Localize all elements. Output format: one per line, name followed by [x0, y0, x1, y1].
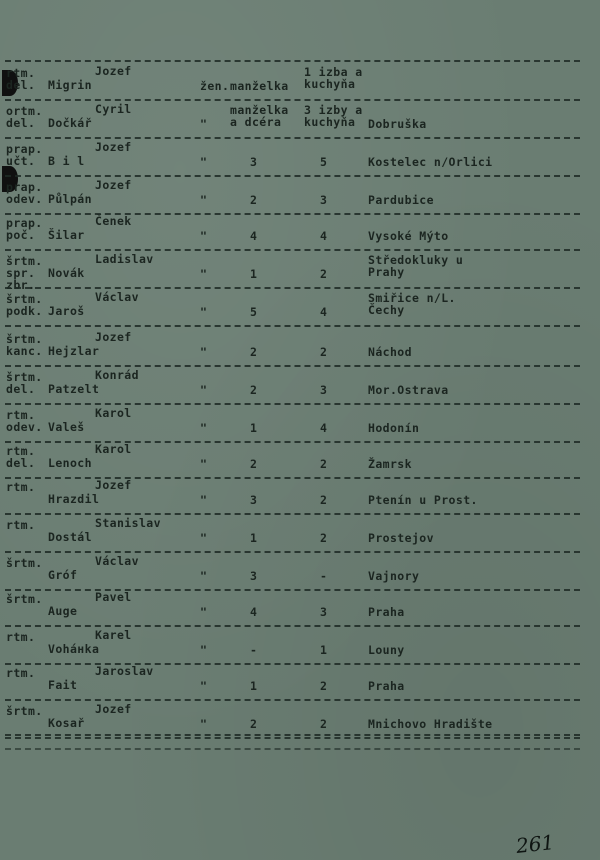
place-cell: Hodonín — [368, 421, 420, 435]
family-cell: 3 — [250, 155, 258, 169]
given-name-cell: Pavel — [95, 590, 132, 604]
given-name-cell: Jozef — [95, 140, 132, 154]
table-row — [0, 588, 600, 625]
given-name-cell: Václav — [95, 290, 139, 304]
given-name-cell: Václav — [95, 554, 139, 568]
relation-cell: " — [200, 267, 208, 281]
table-row — [0, 328, 600, 365]
surname-cell: Patzelt — [48, 382, 100, 396]
rooms-cell: 2 — [320, 679, 328, 693]
place-cell: Pardubice — [368, 193, 434, 207]
given-name-cell: Jozef — [95, 178, 132, 192]
surname-cell: Hrazdil — [48, 492, 100, 506]
table-row — [0, 138, 600, 175]
rank-cell: ortm. del. — [6, 104, 43, 130]
rooms-cell: 3 — [320, 383, 328, 397]
rooms-cell: - — [320, 569, 328, 583]
place-cell: Vysoké Mýto — [368, 229, 449, 243]
place-cell: Středokluky u Prahy — [368, 253, 464, 279]
place-cell: Kostelec n/Orlici — [368, 155, 493, 169]
relation-cell: " — [200, 193, 208, 207]
family-cell: manželka — [230, 79, 289, 93]
given-name-cell: Karol — [95, 406, 132, 420]
given-name-cell: Jozef — [95, 478, 132, 492]
table-row — [0, 212, 600, 249]
table-row — [0, 514, 600, 551]
rooms-cell: 3 — [320, 193, 328, 207]
given-name-cell: Čenek — [95, 214, 132, 228]
surname-cell: Voháнka — [48, 642, 100, 656]
place-cell: Ptenín u Prost. — [368, 493, 478, 507]
rank-cell: šrtm. — [6, 556, 43, 570]
given-name-cell: Stanislav — [95, 516, 161, 530]
given-name-cell: Jaroslav — [95, 664, 154, 678]
family-cell: 1 — [250, 531, 258, 545]
given-name-cell: Karel — [95, 628, 132, 642]
relation-cell: " — [200, 345, 208, 359]
given-name-cell: Konrád — [95, 368, 139, 382]
place-cell: Praha — [368, 679, 405, 693]
table-row — [0, 366, 600, 403]
table-row — [0, 176, 600, 213]
family-cell: 4 — [250, 229, 258, 243]
relation-cell: " — [200, 531, 208, 545]
place-cell: Vajnory — [368, 569, 420, 583]
surname-cell: Lenoch — [48, 456, 92, 470]
rank-cell: prap. učt. — [6, 142, 43, 168]
rank-cell: prap. odev. — [6, 180, 43, 206]
relation-cell: " — [200, 717, 208, 731]
rooms-cell: 2 — [320, 493, 328, 507]
given-name-cell: Jozef — [95, 64, 132, 78]
table-row — [0, 62, 600, 99]
rank-cell: rtm. del. — [6, 444, 36, 470]
rank-cell: rtm. — [6, 480, 36, 494]
rooms-cell: 2 — [320, 717, 328, 731]
place-cell: Náchod — [368, 345, 412, 359]
rooms-cell: 3 — [320, 605, 328, 619]
relation-cell: " — [200, 679, 208, 693]
rooms-cell: 4 — [320, 421, 328, 435]
table-row — [0, 288, 600, 325]
family-cell: 2 — [250, 717, 258, 731]
family-cell: 2 — [250, 345, 258, 359]
table-row — [0, 476, 600, 513]
page-number: 261 — [514, 830, 556, 858]
bottom-rule — [5, 734, 580, 736]
rank-cell: rtm. — [6, 630, 36, 644]
family-cell: - — [250, 643, 258, 657]
relation-cell: " — [200, 457, 208, 471]
family-cell: 4 — [250, 605, 258, 619]
rooms-cell: 2 — [320, 345, 328, 359]
family-cell: 3 — [250, 569, 258, 583]
surname-cell: Šilar — [48, 228, 85, 242]
place-cell: Praha — [368, 605, 405, 619]
rooms-cell: 3 izby a kuchyňa — [304, 103, 363, 129]
place-cell: Žamrsk — [368, 457, 412, 471]
rank-cell: rtm. — [6, 518, 36, 532]
rooms-cell: 2 — [320, 457, 328, 471]
place-cell: Mor.Ostrava — [368, 383, 449, 397]
relation-cell: " — [200, 643, 208, 657]
rank-cell: šrtm. spr. zbr. — [6, 254, 43, 292]
rooms-cell: 4 — [320, 229, 328, 243]
place-cell: Smiřice n/L. Čechy — [368, 291, 456, 317]
rank-cell: šrtm. — [6, 704, 43, 718]
given-name-cell: Karol — [95, 442, 132, 456]
family-cell: 2 — [250, 383, 258, 397]
relation-cell: " — [200, 421, 208, 435]
place-cell: Prostejov — [368, 531, 434, 545]
surname-cell: Auge — [48, 604, 78, 618]
surname-cell: Dostál — [48, 530, 92, 544]
relation-cell: " — [200, 229, 208, 243]
rank-cell: šrtm. — [6, 592, 43, 606]
rank-cell: šrtm. del. — [6, 370, 43, 396]
family-cell: 1 — [250, 267, 258, 281]
relation-cell: " — [200, 383, 208, 397]
relation-cell: " — [200, 569, 208, 583]
relation-cell: žen. — [200, 79, 230, 93]
rank-cell: rtm. del. — [6, 66, 36, 92]
family-cell: 5 — [250, 305, 258, 319]
rank-cell: rtm. — [6, 666, 36, 680]
surname-cell: Dočkář — [48, 116, 92, 130]
family-cell: manželka a dcéra — [230, 103, 289, 129]
given-name-cell: Jozef — [95, 702, 132, 716]
table-row — [0, 552, 600, 589]
family-cell: 2 — [250, 457, 258, 471]
rooms-cell: 4 — [320, 305, 328, 319]
table-row — [0, 662, 600, 699]
place-cell: Louny — [368, 643, 405, 657]
surname-cell: Migrin — [48, 78, 92, 92]
surname-cell: Půlpán — [48, 192, 92, 206]
table-row — [0, 250, 600, 292]
family-cell: 3 — [250, 493, 258, 507]
table-row — [0, 626, 600, 663]
bottom-rule — [5, 748, 580, 750]
relation-cell: " — [200, 117, 208, 131]
given-name-cell: Jozef — [95, 330, 132, 344]
rooms-cell: 5 — [320, 155, 328, 169]
table-row — [0, 700, 600, 737]
table-row — [0, 100, 600, 137]
rooms-cell: 1 — [320, 643, 328, 657]
table-row — [0, 404, 600, 441]
surname-cell: B i l — [48, 154, 85, 168]
relation-cell: " — [200, 155, 208, 169]
surname-cell: Novák — [48, 266, 85, 280]
surname-cell: Jaroš — [48, 304, 85, 318]
surname-cell: Fait — [48, 678, 78, 692]
rank-cell: rtm. odev. — [6, 408, 43, 434]
rank-cell: prap. poč. — [6, 216, 43, 242]
surname-cell: Gróf — [48, 568, 78, 582]
surname-cell: Valeš — [48, 420, 85, 434]
given-name-cell: Cyril — [95, 102, 132, 116]
relation-cell: " — [200, 493, 208, 507]
surname-cell: Hejzlar — [48, 344, 100, 358]
given-name-cell: Ladislav — [95, 252, 154, 266]
table-row — [0, 440, 600, 477]
family-cell: 2 — [250, 193, 258, 207]
surname-cell: Kosař — [48, 716, 85, 730]
rooms-cell: 2 — [320, 531, 328, 545]
relation-cell: " — [200, 305, 208, 319]
rooms-cell: 1 izba a kuchyňa — [304, 65, 363, 91]
rooms-cell: 2 — [320, 267, 328, 281]
relation-cell: " — [200, 605, 208, 619]
family-cell: 1 — [250, 679, 258, 693]
family-cell: 1 — [250, 421, 258, 435]
rank-cell: šrtm. kanc. — [6, 332, 43, 358]
place-cell: Dobruška — [368, 117, 427, 131]
place-cell: Mnichovo Hradište — [368, 717, 493, 731]
rank-cell: šrtm. podk. — [6, 292, 43, 318]
